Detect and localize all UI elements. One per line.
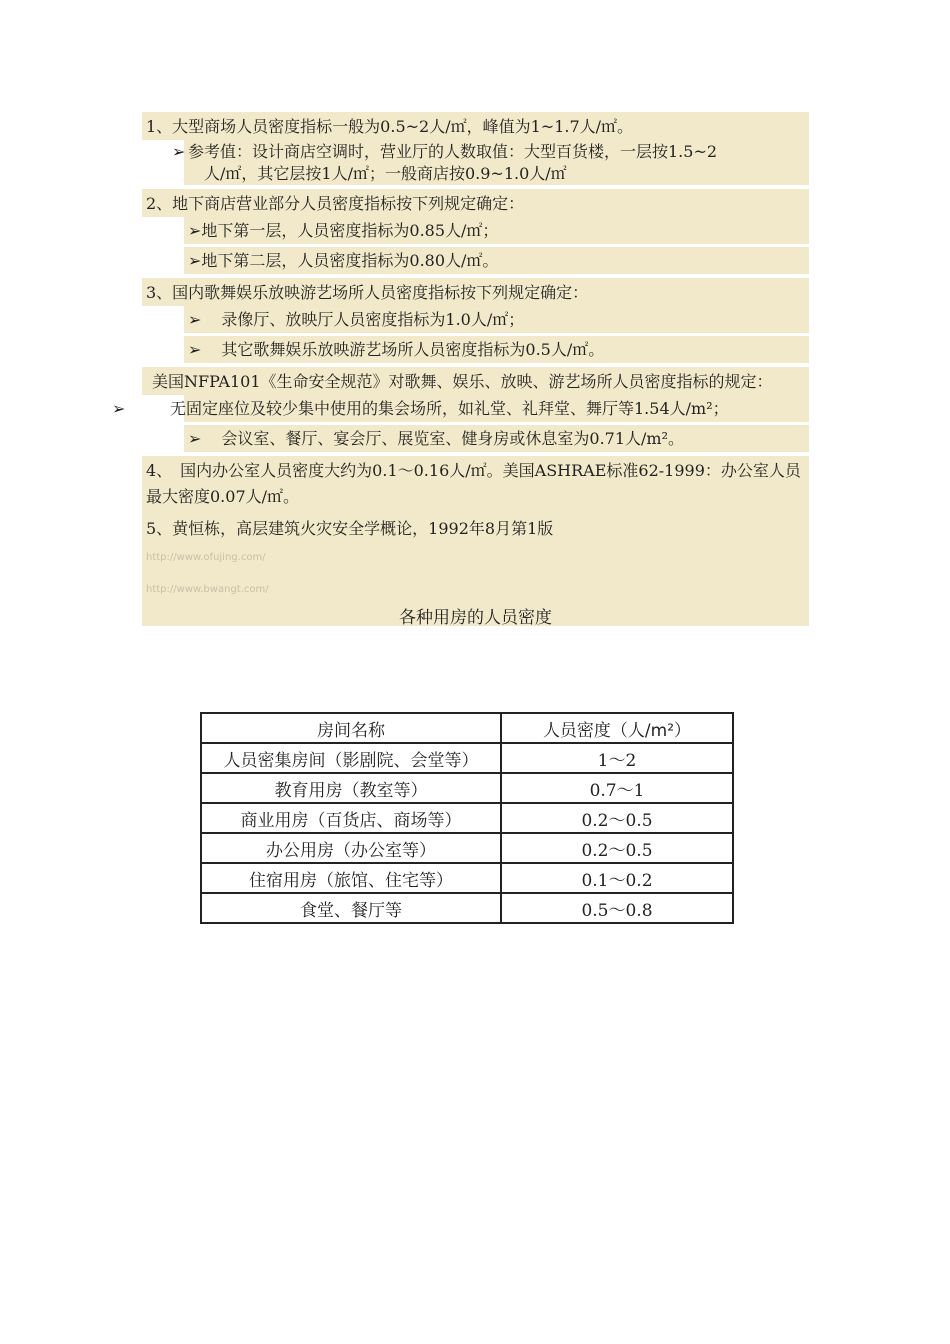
bullet-arrow-icon: ➢: [188, 310, 202, 329]
table-cell-room: 食堂、餐厅等: [201, 893, 501, 923]
table-row: [201, 833, 733, 863]
table-header-cell: 房间名称: [201, 713, 501, 743]
watermark-1: http://www.ofujing.com/: [146, 552, 266, 563]
item-2: [142, 189, 809, 217]
item-2-sub-1-text: 地下第一层，人员密度指标为0.85人/㎡；: [201, 221, 499, 240]
table-caption: 各种用房的人员密度: [399, 608, 552, 628]
table-cell-density: 0.7～1: [501, 773, 733, 803]
item-4-5-block: [142, 456, 809, 626]
nfpa-intro: [142, 367, 809, 395]
item-3-sub-1: [184, 306, 809, 336]
item-1-sub-line1: 参考值：设计商店空调时，营业厅的人数取值：大型百货楼，一层按1.5~2: [188, 142, 718, 161]
table-cell-density: 0.5～0.8: [501, 893, 733, 923]
table-cell-room: 住宿用房（旅馆、住宅等）: [201, 863, 501, 893]
table-row: [201, 863, 733, 893]
table-cell-room: 办公用房（办公室等）: [201, 833, 501, 863]
item-4-text: 4、 国内办公室人员密度大约为0.1～0.16人/㎡。美国ASHRAE标准62-1999：办公室人员最大密度0.07人/㎡。: [146, 461, 801, 506]
item-3-sublist: [142, 306, 809, 363]
table-header-cell: 人员密度（人/m²）: [501, 713, 733, 743]
table-cell-density: 0.2～0.5: [501, 803, 733, 833]
item-3-sub-2: [184, 336, 809, 363]
bullet-arrow-icon: ➢: [188, 340, 202, 359]
item-3-text: 3、国内歌舞娱乐放映游艺场所人员密度指标按下列规定确定：: [146, 283, 589, 302]
nfpa-sub-1: ➢ 无固定座位及较少集中使用的集会场所，如礼堂、礼拜堂、舞厅等1.54人/m²；: [184, 395, 809, 425]
item-3: [142, 278, 809, 306]
item-2-text: 2、地下商店营业部分人员密度指标按下列规定确定：: [146, 194, 525, 213]
item-2-sub-2: [184, 247, 809, 274]
table-cell-density: 0.1～0.2: [501, 863, 733, 893]
item-1-sub-line2: 人/㎡，其它层按1人/㎡；一般商店按0.9~1.0人/㎡: [204, 164, 567, 183]
item-1-sublist: [142, 140, 809, 185]
item-1-text: 1、大型商场人员密度指标一般为0.5~2人/㎡，峰值为1~1.7人/㎡。: [146, 117, 634, 136]
document-body: [112, 112, 809, 630]
nfpa-sub-1-text: 无固定座位及较少集中使用的集会场所，如礼堂、礼拜堂、舞厅等1.54人/m²；: [170, 399, 729, 418]
bullet-arrow-icon: ➢: [188, 251, 202, 270]
density-table: [200, 712, 734, 924]
nfpa-sub-2-text: 会议室、餐厅、宴会厅、展览室、健身房或休息室为0.71人/m²。: [221, 429, 685, 448]
table-header-row: [201, 713, 733, 743]
nfpa-sub-2: [184, 425, 809, 452]
watermark-2: http://www.bwangt.com/: [146, 584, 269, 595]
table-cell-density: 0.2～0.5: [501, 833, 733, 863]
table-row: [201, 893, 733, 923]
item-3-sub-2-text: 其它歌舞娱乐放映游艺场所人员密度指标为0.5人/㎡。: [221, 340, 605, 359]
table-cell-room: 教育用房（教室等）: [201, 773, 501, 803]
nfpa-intro-text: 美国NFPA101《生命安全规范》对歌舞、娱乐、放映、游艺场所人员密度指标的规定：: [152, 372, 773, 391]
item-1-sub: ➢ 参考值：设计商店空调时，营业厅的人数取值：大型百货楼，一层按1.5~2 人/㎡，其它层按1人/㎡；一般商店按0.9~1.0人/㎡: [184, 140, 809, 185]
item-2-sublist: [142, 217, 809, 274]
bullet-arrow-icon: ➢: [188, 429, 202, 448]
nfpa-sublist: [112, 395, 809, 452]
table-cell-room: 人员密集房间（影剧院、会堂等）: [201, 743, 501, 773]
bullet-arrow-icon: ➢: [188, 221, 202, 240]
item-5-text: 5、黄恒栋，高层建筑火灾安全学概论，1992年8月第1版: [146, 519, 554, 538]
table-cell-density: 1～2: [501, 743, 733, 773]
item-3-sub-1-text: 录像厅、放映厅人员密度指标为1.0人/㎡；: [221, 310, 525, 329]
item-2-sub-2-text: 地下第二层，人员密度指标为0.80人/㎡。: [201, 251, 499, 270]
table-row: [201, 773, 733, 803]
table-row: [201, 803, 733, 833]
table-cell-room: 商业用房（百货店、商场等）: [201, 803, 501, 833]
table-row: [201, 743, 733, 773]
item-2-sub-1: [184, 217, 809, 247]
item-1: [142, 112, 809, 140]
